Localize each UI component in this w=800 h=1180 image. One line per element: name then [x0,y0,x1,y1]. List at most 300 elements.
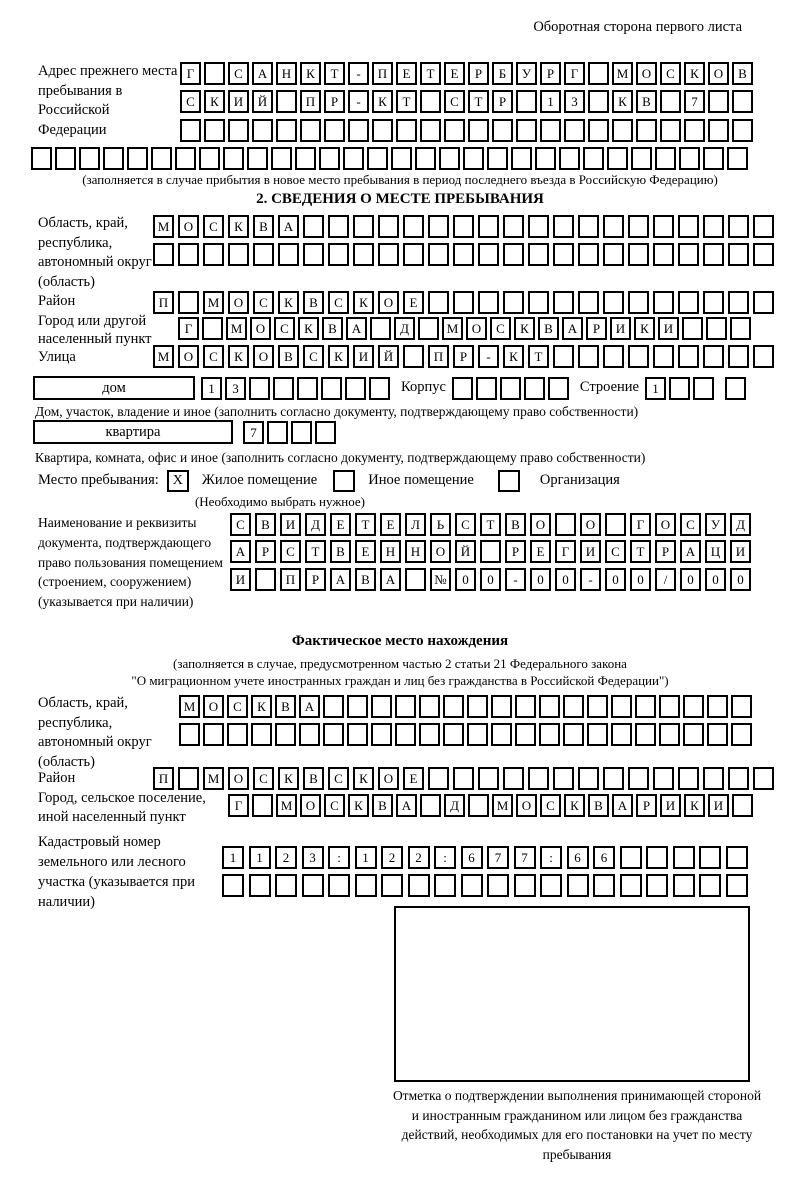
char-cell[interactable] [491,695,512,718]
char-cell[interactable]: Н [405,540,426,563]
char-cell[interactable]: А [612,794,633,817]
char-cell[interactable]: С [490,317,511,340]
char-cell[interactable]: У [516,62,537,85]
char-cell[interactable] [251,723,272,746]
char-cell[interactable]: Й [455,540,476,563]
char-cell[interactable] [478,215,499,238]
char-cell[interactable]: Д [730,513,751,536]
char-cell[interactable] [515,723,536,746]
char-cell[interactable] [588,62,609,85]
char-cell[interactable] [706,317,727,340]
char-cell[interactable] [199,147,220,170]
char-cell[interactable]: С [253,291,274,314]
char-cell[interactable] [725,377,746,400]
char-cell[interactable]: 1 [540,90,561,113]
char-cell[interactable]: Т [480,513,501,536]
char-cell[interactable] [453,243,474,266]
char-cell[interactable]: Е [330,513,351,536]
char-cell[interactable] [273,377,294,400]
char-cell[interactable] [345,377,366,400]
char-cell[interactable] [151,147,172,170]
char-cell[interactable]: 0 [480,568,501,591]
char-cell[interactable] [753,291,774,314]
char-cell[interactable] [539,695,560,718]
char-cell[interactable]: Е [355,540,376,563]
char-cell[interactable]: 0 [605,568,626,591]
char-cell[interactable] [303,243,324,266]
char-cell[interactable] [646,846,668,869]
char-cell[interactable]: В [255,513,276,536]
char-cell[interactable] [299,723,320,746]
char-cell[interactable] [467,695,488,718]
char-cell[interactable] [79,147,100,170]
char-cell[interactable]: О [300,794,321,817]
char-cell[interactable]: М [203,291,224,314]
char-cell[interactable]: 6 [567,846,589,869]
char-cell[interactable]: 3 [564,90,585,113]
char-cell[interactable] [319,147,340,170]
char-cell[interactable]: В [732,62,753,85]
char-cell[interactable]: 0 [555,568,576,591]
char-cell[interactable]: У [705,513,726,536]
char-cell[interactable] [731,723,752,746]
char-cell[interactable]: Р [324,90,345,113]
char-cell[interactable] [511,147,532,170]
char-cell[interactable] [276,119,297,142]
char-cell[interactable] [703,291,724,314]
char-cell[interactable] [603,767,624,790]
char-cell[interactable] [295,147,316,170]
char-cell[interactable] [583,147,604,170]
char-cell[interactable]: Е [403,767,424,790]
char-cell[interactable] [726,874,748,897]
char-cell[interactable]: А [680,540,701,563]
char-cell[interactable]: Е [403,291,424,314]
char-cell[interactable] [297,377,318,400]
char-cell[interactable]: Е [444,62,465,85]
char-cell[interactable]: Г [180,62,201,85]
char-cell[interactable] [253,243,274,266]
char-cell[interactable] [553,345,574,368]
char-cell[interactable]: Т [324,62,345,85]
char-cell[interactable] [434,874,456,897]
char-cell[interactable] [328,874,350,897]
char-cell[interactable]: 0 [630,568,651,591]
char-cell[interactable] [355,874,377,897]
char-cell[interactable]: 7 [243,421,264,444]
char-cell[interactable]: Р [305,568,326,591]
char-cell[interactable] [415,147,436,170]
char-cell[interactable]: А [230,540,251,563]
char-cell[interactable]: В [372,794,393,817]
char-cell[interactable] [628,291,649,314]
char-cell[interactable] [528,243,549,266]
char-cell[interactable]: И [580,540,601,563]
char-cell[interactable] [528,291,549,314]
char-cell[interactable] [603,243,624,266]
char-cell[interactable] [679,147,700,170]
char-cell[interactable] [204,62,225,85]
char-cell[interactable] [396,119,417,142]
char-cell[interactable] [578,215,599,238]
char-cell[interactable] [378,243,399,266]
char-cell[interactable] [703,215,724,238]
char-cell[interactable] [323,695,344,718]
char-cell[interactable] [660,90,681,113]
char-cell[interactable]: 7 [487,846,509,869]
char-cell[interactable]: К [300,62,321,85]
char-cell[interactable] [291,421,312,444]
char-cell[interactable] [514,874,536,897]
char-cell[interactable]: Р [586,317,607,340]
char-cell[interactable] [487,147,508,170]
char-cell[interactable]: О [250,317,271,340]
char-cell[interactable] [367,147,388,170]
char-cell[interactable] [515,695,536,718]
char-cell[interactable]: М [153,345,174,368]
char-cell[interactable] [420,794,441,817]
char-cell[interactable] [669,377,690,400]
char-cell[interactable]: С [180,90,201,113]
char-cell[interactable] [708,119,729,142]
char-cell[interactable] [703,767,724,790]
char-cell[interactable]: М [203,767,224,790]
char-cell[interactable]: В [505,513,526,536]
char-cell[interactable]: А [380,568,401,591]
char-cell[interactable]: С [203,215,224,238]
char-cell[interactable]: А [396,794,417,817]
char-cell[interactable] [487,874,509,897]
char-cell[interactable] [228,243,249,266]
char-cell[interactable]: : [540,846,562,869]
char-cell[interactable] [587,695,608,718]
char-cell[interactable]: С [455,513,476,536]
char-cell[interactable] [178,243,199,266]
char-cell[interactable]: И [660,794,681,817]
char-cell[interactable]: В [278,345,299,368]
char-cell[interactable] [732,90,753,113]
char-cell[interactable] [603,345,624,368]
char-cell[interactable] [611,695,632,718]
char-cell[interactable]: 6 [593,846,615,869]
char-cell[interactable] [607,147,628,170]
char-cell[interactable]: : [328,846,350,869]
char-cell[interactable] [660,119,681,142]
char-cell[interactable] [372,119,393,142]
char-cell[interactable] [353,215,374,238]
char-cell[interactable]: О [430,540,451,563]
char-cell[interactable]: О [178,345,199,368]
char-cell[interactable] [678,215,699,238]
char-cell[interactable]: С [328,291,349,314]
char-cell[interactable] [369,377,390,400]
char-cell[interactable]: К [612,90,633,113]
char-cell[interactable] [578,767,599,790]
char-cell[interactable] [249,874,271,897]
char-cell[interactable] [703,345,724,368]
char-cell[interactable] [419,695,440,718]
char-cell[interactable]: / [655,568,676,591]
char-cell[interactable] [252,794,273,817]
char-cell[interactable]: С [228,62,249,85]
char-cell[interactable]: В [303,291,324,314]
char-cell[interactable]: Ц [705,540,726,563]
char-cell[interactable] [564,119,585,142]
char-cell[interactable] [726,846,748,869]
char-cell[interactable] [391,147,412,170]
char-cell[interactable] [461,874,483,897]
char-cell[interactable] [587,723,608,746]
char-cell[interactable]: О [228,291,249,314]
char-cell[interactable] [653,291,674,314]
char-cell[interactable]: С [324,794,345,817]
char-cell[interactable] [347,723,368,746]
char-cell[interactable] [503,215,524,238]
char-cell[interactable] [348,119,369,142]
char-cell[interactable]: К [328,345,349,368]
char-cell[interactable] [636,119,657,142]
char-cell[interactable]: О [378,767,399,790]
char-cell[interactable] [578,345,599,368]
char-cell[interactable]: Т [305,540,326,563]
char-cell[interactable]: Г [228,794,249,817]
char-cell[interactable]: С [303,345,324,368]
char-cell[interactable] [628,243,649,266]
checkbox-organization[interactable] [498,470,520,492]
char-cell[interactable]: Г [555,540,576,563]
char-cell[interactable]: И [730,540,751,563]
char-cell[interactable] [403,215,424,238]
char-cell[interactable]: К [503,345,524,368]
char-cell[interactable]: В [355,568,376,591]
char-cell[interactable] [728,243,749,266]
checkbox-other-premises[interactable] [333,470,355,492]
char-cell[interactable] [227,723,248,746]
char-cell[interactable] [646,874,668,897]
char-cell[interactable]: Т [468,90,489,113]
char-cell[interactable] [178,767,199,790]
char-cell[interactable] [271,147,292,170]
char-cell[interactable] [405,568,426,591]
char-cell[interactable] [732,119,753,142]
char-cell[interactable]: Т [630,540,651,563]
char-cell[interactable] [516,119,537,142]
char-cell[interactable]: : [434,846,456,869]
char-cell[interactable]: Р [505,540,526,563]
char-cell[interactable] [353,243,374,266]
char-cell[interactable] [453,215,474,238]
char-cell[interactable]: И [658,317,679,340]
char-cell[interactable] [328,215,349,238]
char-cell[interactable]: Н [380,540,401,563]
char-cell[interactable]: К [564,794,585,817]
char-cell[interactable]: И [280,513,301,536]
char-cell[interactable] [528,767,549,790]
char-cell[interactable]: Р [453,345,474,368]
char-cell[interactable] [343,147,364,170]
char-cell[interactable] [635,695,656,718]
char-cell[interactable]: 0 [730,568,751,591]
char-cell[interactable] [653,215,674,238]
char-cell[interactable] [708,90,729,113]
char-cell[interactable]: А [278,215,299,238]
char-cell[interactable] [753,243,774,266]
char-cell[interactable]: К [228,215,249,238]
char-cell[interactable]: А [299,695,320,718]
char-cell[interactable]: 1 [222,846,244,869]
char-cell[interactable]: - [348,62,369,85]
char-cell[interactable]: К [278,291,299,314]
char-cell[interactable] [222,874,244,897]
char-cell[interactable]: К [348,794,369,817]
char-cell[interactable] [673,846,695,869]
char-cell[interactable]: К [353,767,374,790]
char-cell[interactable] [659,695,680,718]
char-cell[interactable] [478,767,499,790]
char-cell[interactable]: П [372,62,393,85]
char-cell[interactable] [420,90,441,113]
char-cell[interactable] [563,723,584,746]
char-cell[interactable]: 1 [249,846,271,869]
char-cell[interactable] [524,377,545,400]
char-cell[interactable] [347,695,368,718]
char-cell[interactable]: Г [564,62,585,85]
char-cell[interactable]: В [588,794,609,817]
char-cell[interactable]: А [330,568,351,591]
char-cell[interactable]: К [634,317,655,340]
char-cell[interactable]: Л [405,513,426,536]
char-cell[interactable] [540,874,562,897]
char-cell[interactable] [503,243,524,266]
char-cell[interactable] [753,215,774,238]
char-cell[interactable] [255,568,276,591]
char-cell[interactable] [395,723,416,746]
char-cell[interactable] [468,794,489,817]
char-cell[interactable]: В [538,317,559,340]
char-cell[interactable]: 1 [201,377,222,400]
char-cell[interactable] [753,767,774,790]
char-cell[interactable] [605,513,626,536]
char-cell[interactable]: О [466,317,487,340]
char-cell[interactable] [439,147,460,170]
char-cell[interactable] [555,513,576,536]
char-cell[interactable]: Е [380,513,401,536]
char-cell[interactable] [553,767,574,790]
char-cell[interactable] [378,215,399,238]
char-cell[interactable]: П [300,90,321,113]
char-cell[interactable] [653,767,674,790]
char-cell[interactable]: Г [178,317,199,340]
char-cell[interactable]: И [353,345,374,368]
char-cell[interactable] [303,215,324,238]
char-cell[interactable] [628,345,649,368]
char-cell[interactable] [202,317,223,340]
char-cell[interactable] [370,317,391,340]
char-cell[interactable] [703,243,724,266]
char-cell[interactable] [371,695,392,718]
char-cell[interactable]: С [660,62,681,85]
char-cell[interactable] [428,291,449,314]
char-cell[interactable] [659,723,680,746]
char-cell[interactable] [728,215,749,238]
char-cell[interactable]: С [280,540,301,563]
char-cell[interactable] [480,540,501,563]
char-cell[interactable]: О [228,767,249,790]
char-cell[interactable]: 2 [408,846,430,869]
char-cell[interactable]: Р [636,794,657,817]
char-cell[interactable] [678,345,699,368]
char-cell[interactable] [381,874,403,897]
char-cell[interactable]: 2 [381,846,403,869]
char-cell[interactable]: О [580,513,601,536]
char-cell[interactable] [420,119,441,142]
char-cell[interactable] [31,147,52,170]
char-cell[interactable] [478,243,499,266]
char-cell[interactable] [428,215,449,238]
char-cell[interactable]: О [636,62,657,85]
char-cell[interactable]: 7 [684,90,705,113]
char-cell[interactable] [603,291,624,314]
checkbox-residential[interactable]: X [167,470,189,492]
char-cell[interactable]: Й [378,345,399,368]
char-cell[interactable] [707,723,728,746]
char-cell[interactable] [228,119,249,142]
char-cell[interactable]: О [516,794,537,817]
char-cell[interactable] [452,377,473,400]
char-cell[interactable] [699,846,721,869]
char-cell[interactable]: М [442,317,463,340]
char-cell[interactable]: Р [468,62,489,85]
char-cell[interactable] [673,874,695,897]
char-cell[interactable] [728,291,749,314]
char-cell[interactable] [267,421,288,444]
char-cell[interactable] [683,723,704,746]
char-cell[interactable] [328,243,349,266]
char-cell[interactable]: О [378,291,399,314]
char-cell[interactable]: К [514,317,535,340]
char-cell[interactable] [302,874,324,897]
char-cell[interactable] [491,723,512,746]
char-cell[interactable] [444,119,465,142]
char-cell[interactable]: Р [655,540,676,563]
char-cell[interactable] [548,377,569,400]
char-cell[interactable]: Р [492,90,513,113]
char-cell[interactable]: Т [528,345,549,368]
char-cell[interactable] [553,215,574,238]
char-cell[interactable]: 1 [355,846,377,869]
char-cell[interactable]: К [228,345,249,368]
char-cell[interactable]: А [346,317,367,340]
char-cell[interactable] [321,377,342,400]
char-cell[interactable] [653,345,674,368]
char-cell[interactable]: О [253,345,274,368]
char-cell[interactable]: А [562,317,583,340]
char-cell[interactable] [453,291,474,314]
char-cell[interactable]: 1 [645,377,666,400]
char-cell[interactable] [428,243,449,266]
char-cell[interactable]: С [230,513,251,536]
char-cell[interactable] [503,291,524,314]
char-cell[interactable]: Ь [430,513,451,536]
char-cell[interactable] [419,723,440,746]
char-cell[interactable] [653,243,674,266]
char-cell[interactable] [276,90,297,113]
char-cell[interactable] [478,291,499,314]
char-cell[interactable]: О [655,513,676,536]
char-cell[interactable] [628,215,649,238]
char-cell[interactable]: - [505,568,526,591]
char-cell[interactable] [703,147,724,170]
